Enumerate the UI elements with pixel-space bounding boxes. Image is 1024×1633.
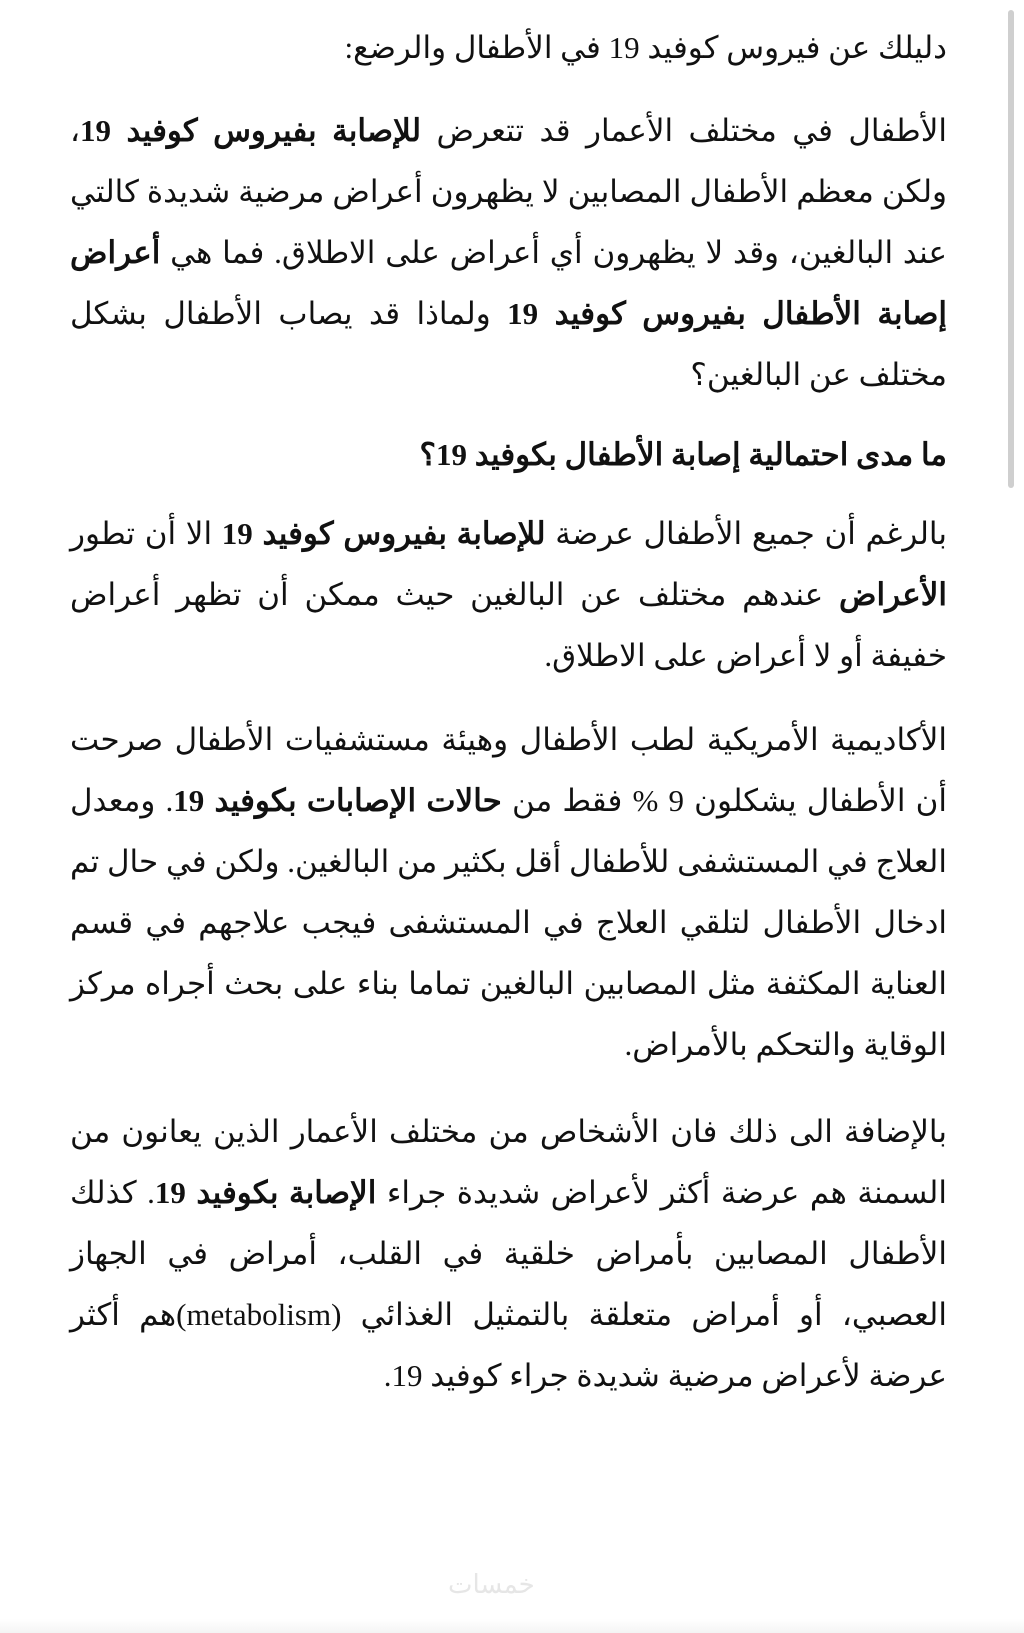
paragraph-text: بالإضافة الى ذلك فان الأشخاص من مختلف الأعمار الذين يعانون من السمنة هم عرضة أكثر لأعراض شديدة جراء <box>70 1114 948 1210</box>
paragraph-text: ولماذا قد يصاب الأطفال بشكل مختلف عن البالغين؟ <box>70 296 947 392</box>
paragraph-text: بالرغم أن جميع الأطفال عرضة <box>545 516 947 551</box>
bottom-fade <box>0 1619 1024 1633</box>
bold-phrase: للإصابة بفيروس كوفيد 19 <box>80 113 422 148</box>
article-content <box>70 0 947 1406</box>
paragraph-risk-factors <box>70 1101 947 1406</box>
section-heading: ما مدى احتمالية إصابة الأطفال بكوفيد 19؟ <box>419 437 947 472</box>
intro-line: دليلك عن فيروس كوفيد 19 في الأطفال والرضع: <box>344 30 947 65</box>
bold-phrase: الإصابة بكوفيد 19 <box>154 1175 377 1210</box>
paragraph-text: الأطفال في مختلف الأعمار قد تتعرض <box>421 113 947 148</box>
paragraph-text: الا أن تطور <box>70 516 222 551</box>
paragraph-text: عندهم مختلف عن البالغين حيث ممكن أن تظهر أعراض خفيفة أو لا أعراض على الاطلاق. <box>70 577 947 673</box>
paragraph-text: الأكاديمية الأمريكية لطب الأطفال وهيئة مستشفيات الأطفال صرحت أن الأطفال يشكلون 9 % فقط من <box>70 722 947 818</box>
paragraph-text: هم أكثر عرضة لأعراض مرضية شديدة جراء كوفيد 19. <box>70 1297 947 1393</box>
bold-phrase: أعراض إصابة الأطفال بفيروس كوفيد 19 <box>70 235 947 331</box>
paragraph-children-exposure <box>70 100 947 405</box>
bold-phrase: حالات الإصابات بكوفيد 19 <box>173 783 502 818</box>
paragraph-symptoms-differ <box>70 503 947 686</box>
paragraph-statistics <box>70 709 947 1075</box>
watermark-logo: خمسات <box>448 1570 535 1600</box>
bold-phrase: الأعراض <box>839 577 947 612</box>
english-term: (metabolism) <box>176 1297 342 1332</box>
scrollbar-thumb[interactable] <box>1008 10 1014 488</box>
bold-phrase: للإصابة بفيروس كوفيد 19 <box>221 516 546 551</box>
paragraph-text: . ومعدل العلاج في المستشفى للأطفال أقل بكثير من البالغين. ولكن في حال تم ادخال الأطفال لتلقي العلاج في المستشفى فيجب علاجهم في قسم العناية المكثفة مثل المصابين البالغين تماما بناء على بحث أجراه مركز الوقاية والتحكم بالأمراض. <box>70 783 947 1062</box>
paragraph-text: ، ولكن معظم الأطفال المصابين لا يظهرون أعراض مرضية شديدة كالتي عند البالغين، وقد لا يظهرون أي أعراض على الاطلاق. فما هي <box>70 113 947 270</box>
paragraph-text: . كذلك الأطفال المصابين بأمراض خلقية في القلب، أمراض في الجهاز العصبي، أو أمراض متعلقة بالتمثيل الغذائي <box>70 1175 947 1332</box>
